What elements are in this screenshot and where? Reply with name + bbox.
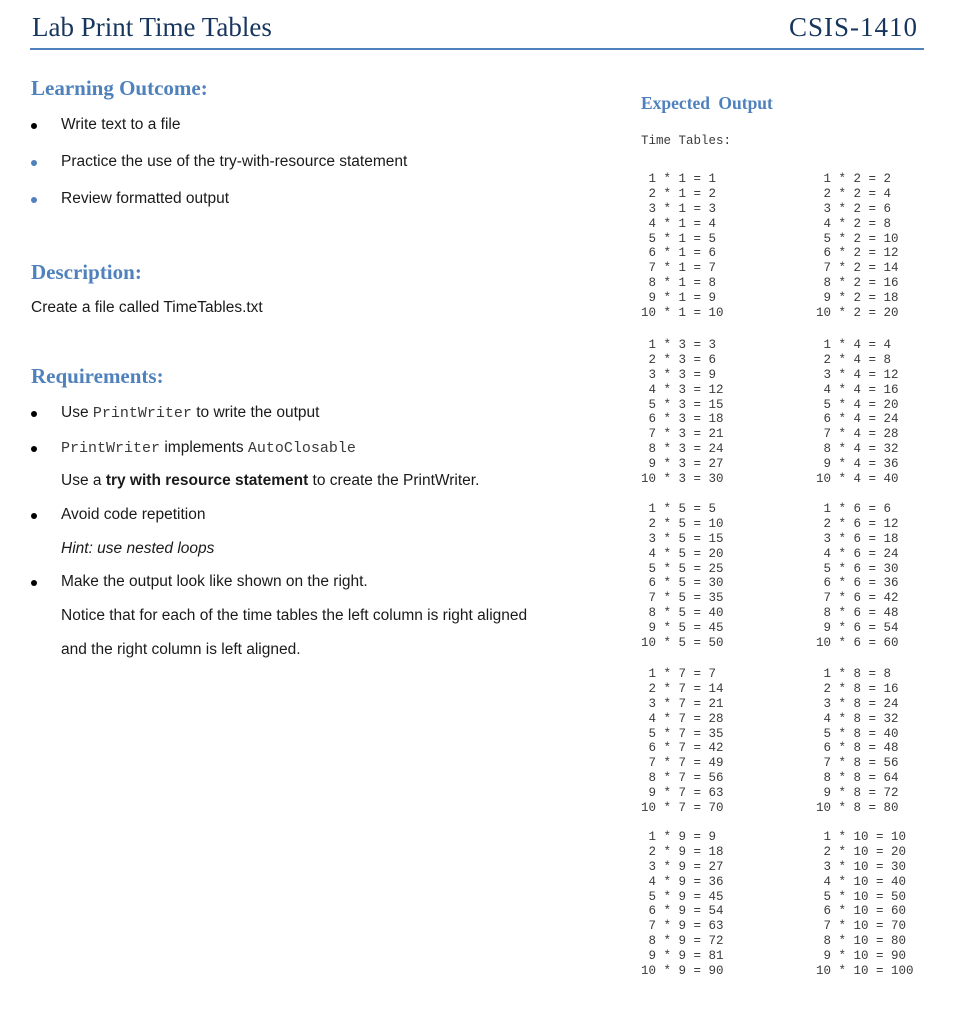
table-line: 6 * 3 = 18 (641, 412, 724, 427)
requirement-item: Avoid code repetition (61, 506, 206, 523)
table-line: 8 * 8 = 64 (816, 771, 899, 786)
bullet-icon (31, 513, 37, 519)
table-line: 10 * 6 = 60 (816, 636, 899, 651)
time-table-4 (816, 338, 899, 487)
requirement-item (61, 404, 319, 422)
requirement-item: Make the output look like shown on the right. (61, 573, 368, 590)
time-table-6 (816, 502, 899, 651)
time-table-8 (816, 667, 899, 816)
requirement-text: Use (61, 404, 93, 421)
table-line: 1 * 5 = 5 (641, 502, 717, 516)
table-line: 8 * 9 = 72 (641, 934, 724, 949)
table-line: 5 * 5 = 25 (641, 561, 724, 576)
table-line: 4 * 1 = 4 (641, 216, 717, 231)
table-line: 3 * 8 = 24 (816, 696, 899, 711)
table-line: 4 * 7 = 28 (641, 711, 724, 726)
table-line: 7 * 9 = 63 (641, 919, 724, 934)
bullet-icon (31, 160, 37, 166)
table-line: 2 * 9 = 18 (641, 844, 724, 859)
table-line: 9 * 3 = 27 (641, 457, 724, 472)
table-line: 1 * 7 = 7 (641, 667, 717, 681)
table-line: 8 * 10 = 80 (816, 934, 907, 949)
code-printwriter: PrintWriter (92, 405, 192, 422)
table-line: 10 * 10 = 100 (816, 964, 914, 979)
table-line: 2 * 8 = 16 (816, 681, 899, 696)
table-line: 4 * 3 = 12 (641, 382, 724, 397)
table-line: 1 * 3 = 3 (641, 338, 717, 352)
table-line: 5 * 6 = 30 (816, 561, 899, 576)
requirement-note: Notice that for each of the time tables the left column is right aligned (61, 607, 528, 624)
table-line: 10 * 7 = 70 (641, 801, 724, 816)
time-table-2 (816, 172, 899, 321)
time-tables-label: Time Tables: (641, 134, 732, 148)
table-line: 4 * 6 = 24 (816, 546, 899, 561)
table-line: 4 * 5 = 20 (641, 546, 724, 561)
outcome-item: Review formatted output (61, 190, 230, 207)
table-line: 7 * 1 = 7 (641, 261, 717, 276)
bullet-icon (31, 123, 37, 129)
table-line: 7 * 2 = 14 (816, 261, 899, 276)
table-line: 2 * 1 = 2 (641, 186, 717, 201)
time-table-3 (641, 338, 724, 487)
table-line: 9 * 5 = 45 (641, 621, 724, 636)
table-line: 6 * 4 = 24 (816, 412, 899, 427)
table-line: 5 * 4 = 20 (816, 397, 899, 412)
table-line: 2 * 2 = 4 (816, 186, 892, 201)
table-line: 3 * 3 = 9 (641, 367, 717, 382)
table-line: 10 * 1 = 10 (641, 306, 724, 321)
table-line: 2 * 10 = 20 (816, 844, 907, 859)
table-line: 3 * 1 = 3 (641, 201, 717, 216)
table-line: 4 * 9 = 36 (641, 874, 724, 889)
table-line: 4 * 8 = 32 (816, 711, 899, 726)
table-line: 5 * 10 = 50 (816, 889, 907, 904)
table-line: 7 * 6 = 42 (816, 591, 899, 606)
table-line: 6 * 1 = 6 (641, 246, 717, 261)
outcome-item: Write text to a file (61, 116, 181, 133)
table-line: 1 * 2 = 2 (816, 172, 892, 186)
table-line: 7 * 3 = 21 (641, 427, 724, 442)
table-line: 5 * 3 = 15 (641, 397, 724, 412)
hint-text: Hint: use nested loops (61, 540, 215, 557)
requirement-text: implements (160, 439, 248, 456)
table-line: 10 * 5 = 50 (641, 636, 724, 651)
table-line: 1 * 10 = 10 (816, 830, 907, 844)
code-autoclosable: AutoClosable (247, 440, 356, 457)
requirement-note: and the right column is left aligned. (61, 641, 301, 658)
bullet-icon (31, 580, 37, 586)
table-line: 1 * 1 = 1 (641, 172, 717, 186)
table-line: 3 * 2 = 6 (816, 201, 892, 216)
requirement-text: to write the output (191, 404, 320, 421)
table-line: 6 * 5 = 30 (641, 576, 724, 591)
table-line: 4 * 4 = 16 (816, 382, 899, 397)
bullet-icon (31, 446, 37, 452)
table-line: 1 * 4 = 4 (816, 338, 892, 352)
time-table-7 (641, 667, 724, 816)
table-line: 5 * 8 = 40 (816, 726, 899, 741)
table-line: 1 * 9 = 9 (641, 830, 717, 844)
table-line: 9 * 9 = 81 (641, 949, 724, 964)
requirement-bold: try with resource statement (105, 472, 309, 489)
table-line: 9 * 7 = 63 (641, 786, 724, 801)
table-line: 9 * 1 = 9 (641, 291, 717, 306)
table-line: 3 * 5 = 15 (641, 531, 724, 546)
table-line: 5 * 2 = 10 (816, 231, 899, 246)
table-line: 2 * 7 = 14 (641, 681, 724, 696)
table-line: 10 * 8 = 80 (816, 801, 899, 816)
table-line: 8 * 1 = 8 (641, 276, 717, 291)
table-line: 2 * 4 = 8 (816, 352, 892, 367)
document-title: Lab Print Time Tables (32, 12, 272, 42)
table-line: 4 * 2 = 8 (816, 216, 892, 231)
bullet-icon (31, 197, 37, 203)
table-line: 6 * 2 = 12 (816, 246, 899, 261)
table-line: 6 * 8 = 48 (816, 741, 899, 756)
table-line: 10 * 2 = 20 (816, 306, 899, 321)
table-line: 1 * 8 = 8 (816, 667, 892, 681)
requirement-subtext (61, 472, 479, 490)
description-heading: Description: (31, 260, 142, 284)
expected-output-heading: Expected Output (641, 93, 773, 113)
table-line: 7 * 8 = 56 (816, 756, 899, 771)
table-line: 2 * 3 = 6 (641, 352, 717, 367)
table-line: 7 * 10 = 70 (816, 919, 907, 934)
outcome-item: Practice the use of the try-with-resource statement (61, 153, 408, 170)
learning-outcome-heading: Learning Outcome: (31, 76, 208, 100)
table-line: 10 * 4 = 40 (816, 472, 899, 487)
table-line: 3 * 9 = 27 (641, 859, 724, 874)
requirement-text: Use a (61, 472, 106, 489)
table-line: 9 * 8 = 72 (816, 786, 899, 801)
table-line: 10 * 9 = 90 (641, 964, 724, 979)
table-line: 5 * 1 = 5 (641, 231, 717, 246)
requirement-text: to create the PrintWriter. (308, 472, 480, 489)
table-line: 9 * 10 = 90 (816, 949, 907, 964)
table-line: 3 * 7 = 21 (641, 696, 724, 711)
table-line: 7 * 4 = 28 (816, 427, 899, 442)
table-line: 2 * 6 = 12 (816, 516, 899, 531)
table-line: 5 * 9 = 45 (641, 889, 724, 904)
table-line: 1 * 6 = 6 (816, 502, 892, 516)
table-line: 8 * 5 = 40 (641, 606, 724, 621)
table-line: 3 * 10 = 30 (816, 859, 907, 874)
description-text: Create a file called TimeTables.txt (31, 299, 263, 316)
table-line: 8 * 6 = 48 (816, 606, 899, 621)
table-line: 9 * 2 = 18 (816, 291, 899, 306)
table-line: 3 * 4 = 12 (816, 367, 899, 382)
table-line: 9 * 6 = 54 (816, 621, 899, 636)
table-line: 7 * 7 = 49 (641, 756, 724, 771)
requirements-heading: Requirements: (31, 364, 164, 388)
table-line: 8 * 2 = 16 (816, 276, 899, 291)
time-table-10 (816, 830, 914, 979)
time-table-9 (641, 830, 724, 979)
table-line: 8 * 4 = 32 (816, 442, 899, 457)
table-line: 8 * 3 = 24 (641, 442, 724, 457)
table-line: 6 * 10 = 60 (816, 904, 907, 919)
bullet-icon (31, 411, 37, 417)
table-line: 3 * 6 = 18 (816, 531, 899, 546)
table-line: 10 * 3 = 30 (641, 472, 724, 487)
course-code: CSIS-1410 (788, 12, 918, 42)
page-header (30, 10, 924, 50)
table-line: 6 * 6 = 36 (816, 576, 899, 591)
table-line: 7 * 5 = 35 (641, 591, 724, 606)
table-line: 8 * 7 = 56 (641, 771, 724, 786)
time-table-1 (641, 172, 724, 321)
table-line: 5 * 7 = 35 (641, 726, 724, 741)
time-table-5 (641, 502, 724, 651)
table-line: 2 * 5 = 10 (641, 516, 724, 531)
table-line: 4 * 10 = 40 (816, 874, 907, 889)
table-line: 6 * 9 = 54 (641, 904, 724, 919)
requirement-item (61, 439, 356, 457)
table-line: 6 * 7 = 42 (641, 741, 724, 756)
code-printwriter: PrintWriter (61, 440, 161, 457)
table-line: 9 * 4 = 36 (816, 457, 899, 472)
